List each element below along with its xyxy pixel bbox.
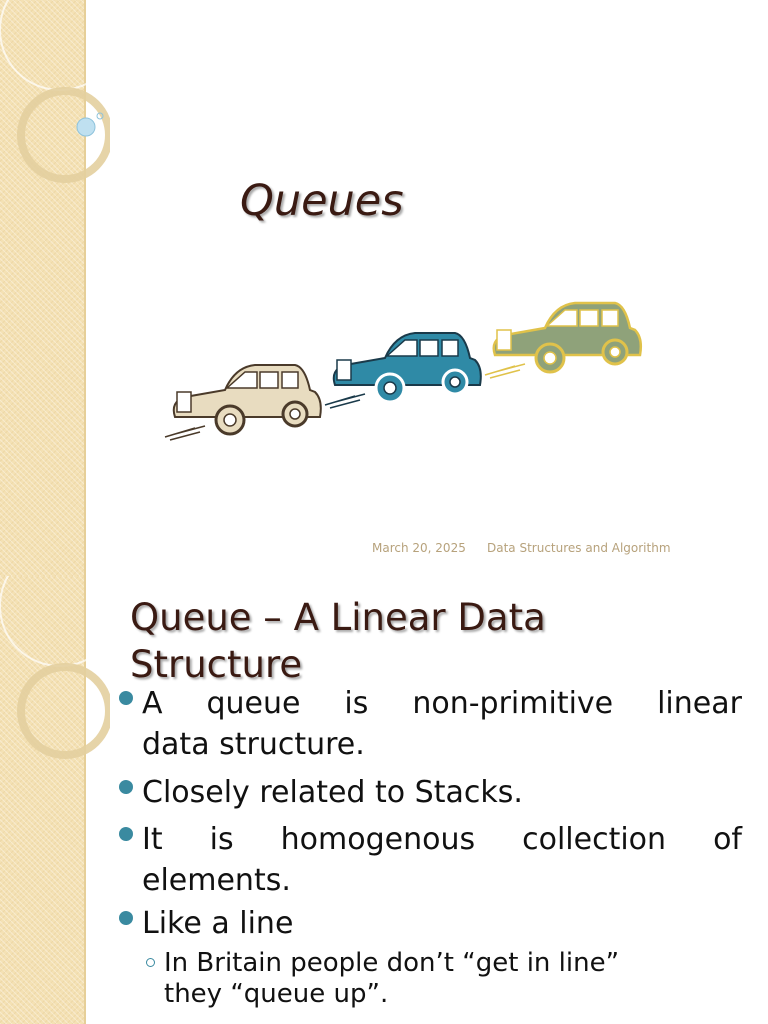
bullet-icon (119, 691, 133, 705)
sub-bullet-icon (146, 958, 155, 967)
word: queue (206, 686, 301, 721)
title-line-1: Queue – A Linear Data (130, 596, 546, 639)
word: collection (522, 822, 667, 857)
footer-course: Data Structures and Algorithm (487, 541, 671, 555)
slide-title (130, 594, 750, 688)
bullet-item-2: Closely related to Stacks. (142, 775, 523, 810)
bullet-icon (119, 911, 133, 925)
word: It (142, 822, 163, 857)
bullet-item-1 (142, 683, 742, 765)
beige-car-icon (165, 365, 321, 440)
word: is (344, 686, 369, 721)
word: homogenous (280, 822, 476, 857)
sub-bullet-line-1: In Britain people don’t “get in line” (164, 948, 620, 978)
footer-date: March 20, 2025 (372, 541, 466, 555)
sub-bullet-line-2: they “queue up”. (164, 979, 389, 1009)
yellow-car-icon (485, 303, 641, 378)
word: non-primitive (412, 686, 614, 721)
title-line-2: Structure (130, 643, 303, 686)
circles-decoration (0, 576, 110, 776)
bullet-item-4: Like a line (142, 906, 294, 941)
word: of (713, 822, 742, 857)
cars-in-queue-icon (160, 292, 650, 452)
bullet-item-3 (142, 819, 742, 901)
bullet-line-2: data structure. (142, 727, 365, 762)
sub-bullet-item (164, 948, 724, 1010)
teal-car-icon (325, 333, 481, 408)
slide-title: Queues (240, 176, 404, 226)
bullet-line-2: elements. (142, 863, 291, 898)
word: A (142, 686, 163, 721)
bullet-icon (119, 780, 133, 794)
circles-decoration (0, 0, 110, 200)
bullet-icon (119, 827, 133, 841)
word: linear (657, 686, 742, 721)
word: is (209, 822, 234, 857)
